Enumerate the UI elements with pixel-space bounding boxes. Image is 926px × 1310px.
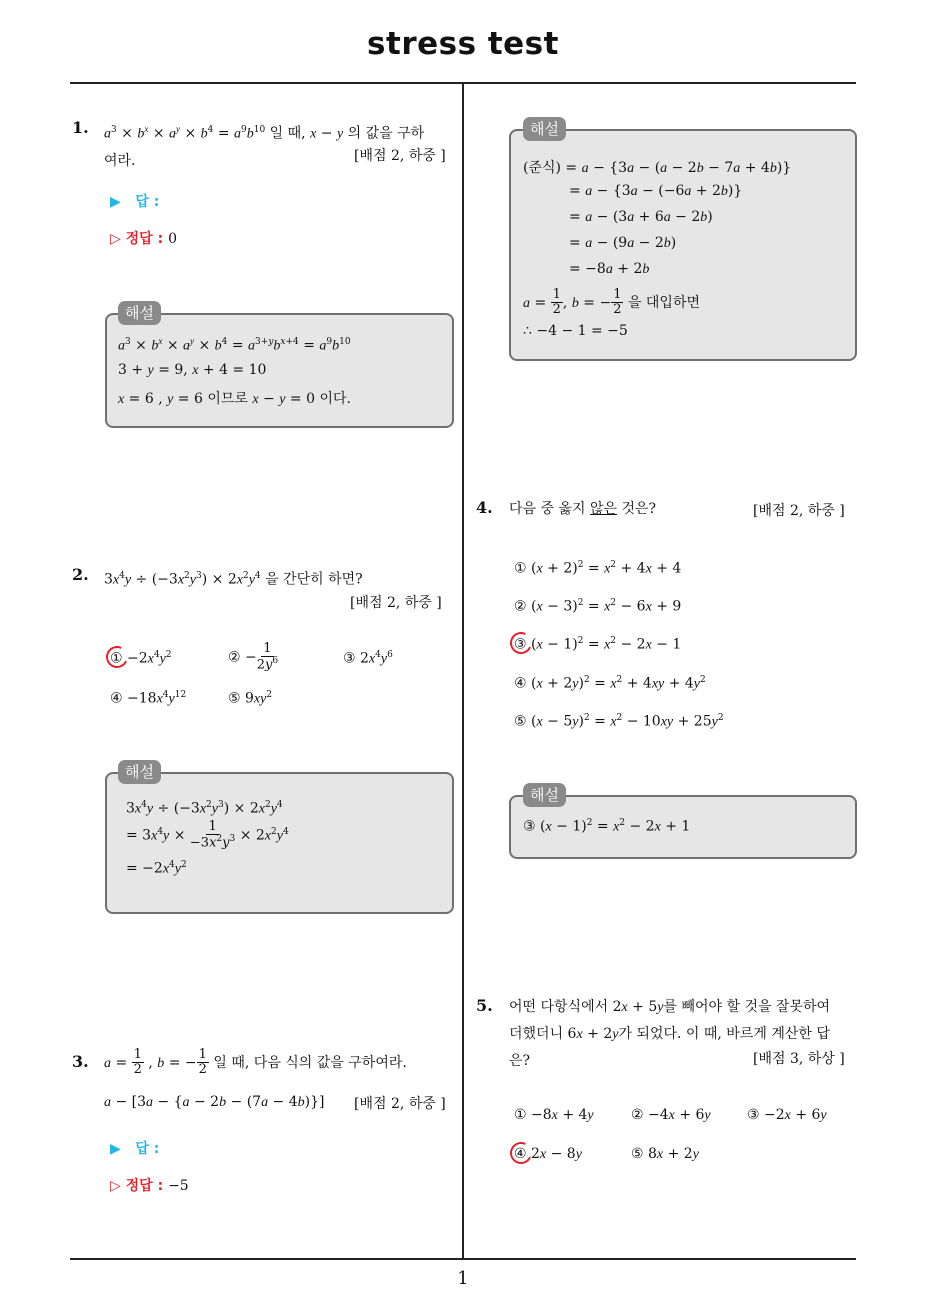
question-number-4: 4.: [476, 498, 493, 517]
q4-option-2[interactable]: ② $(x - 3)^2 = x^2 - 6x + 9$: [514, 598, 682, 615]
q4-option-1[interactable]: ① $(x + 2)^2 = x^2 + 4x + 4$: [514, 560, 682, 577]
explanation-1-line-3: x = 6 , y = 6 이므로 x − y = 0 이다.: [118, 391, 351, 407]
column-divider: [462, 83, 464, 1260]
explanation-1-line-2: 3 + y = 9, x + 4 = 10: [118, 362, 267, 378]
q5-option-4[interactable]: ④ 2x − 8y: [514, 1146, 582, 1162]
correct-answer-row-1: ▷ 정답 : 0: [110, 231, 177, 247]
explanation-tag-4: 해설: [523, 783, 566, 807]
question-4-text: 다음 중 옳지 않은 것은?: [509, 501, 657, 517]
page-number: 1: [457, 1268, 469, 1289]
q5-option-3[interactable]: ③ −2x + 6y: [747, 1107, 827, 1123]
question-number-2: 2.: [72, 565, 89, 584]
question-3-score: [배점 2, 하중 ]: [354, 1096, 446, 1112]
q5-option-1[interactable]: ① −8x + 4y: [514, 1107, 594, 1123]
explanation-tag-3: 해설: [523, 117, 566, 141]
play-icon: ▶: [110, 194, 121, 210]
explanation-3-line-5: = −8a + 2b: [569, 261, 650, 277]
explanation-3-line-2: = a − {3a − (−6a + 2b)}: [569, 183, 743, 199]
question-3-expression: a − [3a − {a − 2b − (7a − 4b)}]: [104, 1094, 325, 1110]
explanation-4-line-1: ③ $(x - 1)^2 = x^2 - 2x + 1$: [523, 818, 691, 835]
question-1-text: $a^3 \times b^x \times a^y \times b^4 = a^9b^{10}$ 일 때, x − y 의 값을 구하 여라.: [104, 124, 425, 169]
q4-option-5[interactable]: ⑤ $(x - 5y)^2 = x^2 - 10xy + 25y^2$: [514, 713, 724, 730]
question-5-text: 어떤 다항식에서 2x + 5y를 빼어야 할 것을 잘못하여 더했더니 6x + 2y가 되었다. 이 때, 바르게 계산한 답 은?: [509, 999, 831, 1069]
q2-option-3[interactable]: ③ $2x^4y^6$: [343, 650, 393, 667]
q2-option-2[interactable]: ② − $\frac{1}{2y^6}$: [228, 641, 279, 673]
q5-option-2[interactable]: ② −4x + 6y: [631, 1107, 711, 1123]
explanation-2-line-2: = $3x^4y$ × $\frac{1}{-3x^2y^3}$ × $2x^2y^4$: [126, 819, 289, 851]
question-1-score: [배점 2, 하중 ]: [354, 148, 446, 164]
answer-row-3: ▶ 답 :: [110, 1141, 160, 1157]
question-4-score: [배점 2, 하중 ]: [753, 503, 845, 519]
explanation-3-line-3: = a − (3a + 6a − 2b): [569, 209, 713, 225]
question-number-3: 3.: [72, 1052, 89, 1071]
explanation-tag-1: 해설: [118, 301, 161, 325]
q2-option-4[interactable]: ④ $-18x^4y^{12}$: [110, 690, 187, 707]
explanation-3-line-6: a = $\frac{1}{2}$ , b = − $\frac{1}{2}$ 을 대입하면: [523, 287, 701, 318]
question-number-5: 5.: [476, 996, 493, 1015]
triangle-outline-icon: ▷: [110, 1178, 121, 1194]
q2-option-1[interactable]: ① $-2x^4y^2$: [110, 650, 172, 667]
explanation-1-line-1: $a^3 \times b^x \times a^y \times b^4 = a^{3+y}b^{x+4} = a^9b^{10}$: [118, 336, 351, 354]
explanation-2-line-3: = $-2x^4y^2$: [126, 860, 187, 877]
explanation-tag-2: 해설: [118, 760, 161, 784]
explanation-2-line-1: $3x^4y \div (-3x^2y^3) \times 2x^2y^4$: [126, 800, 283, 817]
play-icon: ▶: [110, 1141, 121, 1157]
page-title: stress test: [367, 26, 559, 62]
question-3-text-1: a = $\frac{1}{2}$ , b = − $\frac{1}{2}$ 일 때, 다음 식의 값을 구하여라.: [104, 1047, 407, 1078]
answer-row-1: ▶ 답 :: [110, 194, 160, 210]
explanation-3-line-7: ∴ −4 − 1 = −5: [523, 323, 628, 339]
q2-option-5[interactable]: ⑤ $9xy^2$: [228, 690, 273, 707]
explanation-3-line-4: = a − (9a − 2b): [569, 235, 677, 251]
q4-option-3[interactable]: ③ $(x - 1)^2 = x^2 - 2x - 1$: [514, 636, 682, 653]
footer-rule: [70, 1258, 856, 1260]
q5-option-5[interactable]: ⑤ 8x + 2y: [631, 1146, 699, 1162]
q4-option-4[interactable]: ④ $(x + 2y)^2 = x^2 + 4xy + 4y^2$: [514, 675, 706, 692]
triangle-outline-icon: ▷: [110, 231, 121, 247]
question-number-1: 1.: [72, 118, 89, 137]
question-5-score: [배점 3, 하상 ]: [753, 1051, 845, 1067]
correct-answer-row-3: ▷ 정답 : −5: [110, 1178, 189, 1194]
explanation-3-line-1: (준식) = a − {3a − (a − 2b − 7a + 4b)}: [523, 160, 792, 176]
question-2-text: $3x^4y \div (-3x^2y^3) \times 2x^2y^4$ 을 간단히 하면?: [104, 571, 363, 588]
question-2-score: [배점 2, 하중 ]: [350, 595, 442, 611]
